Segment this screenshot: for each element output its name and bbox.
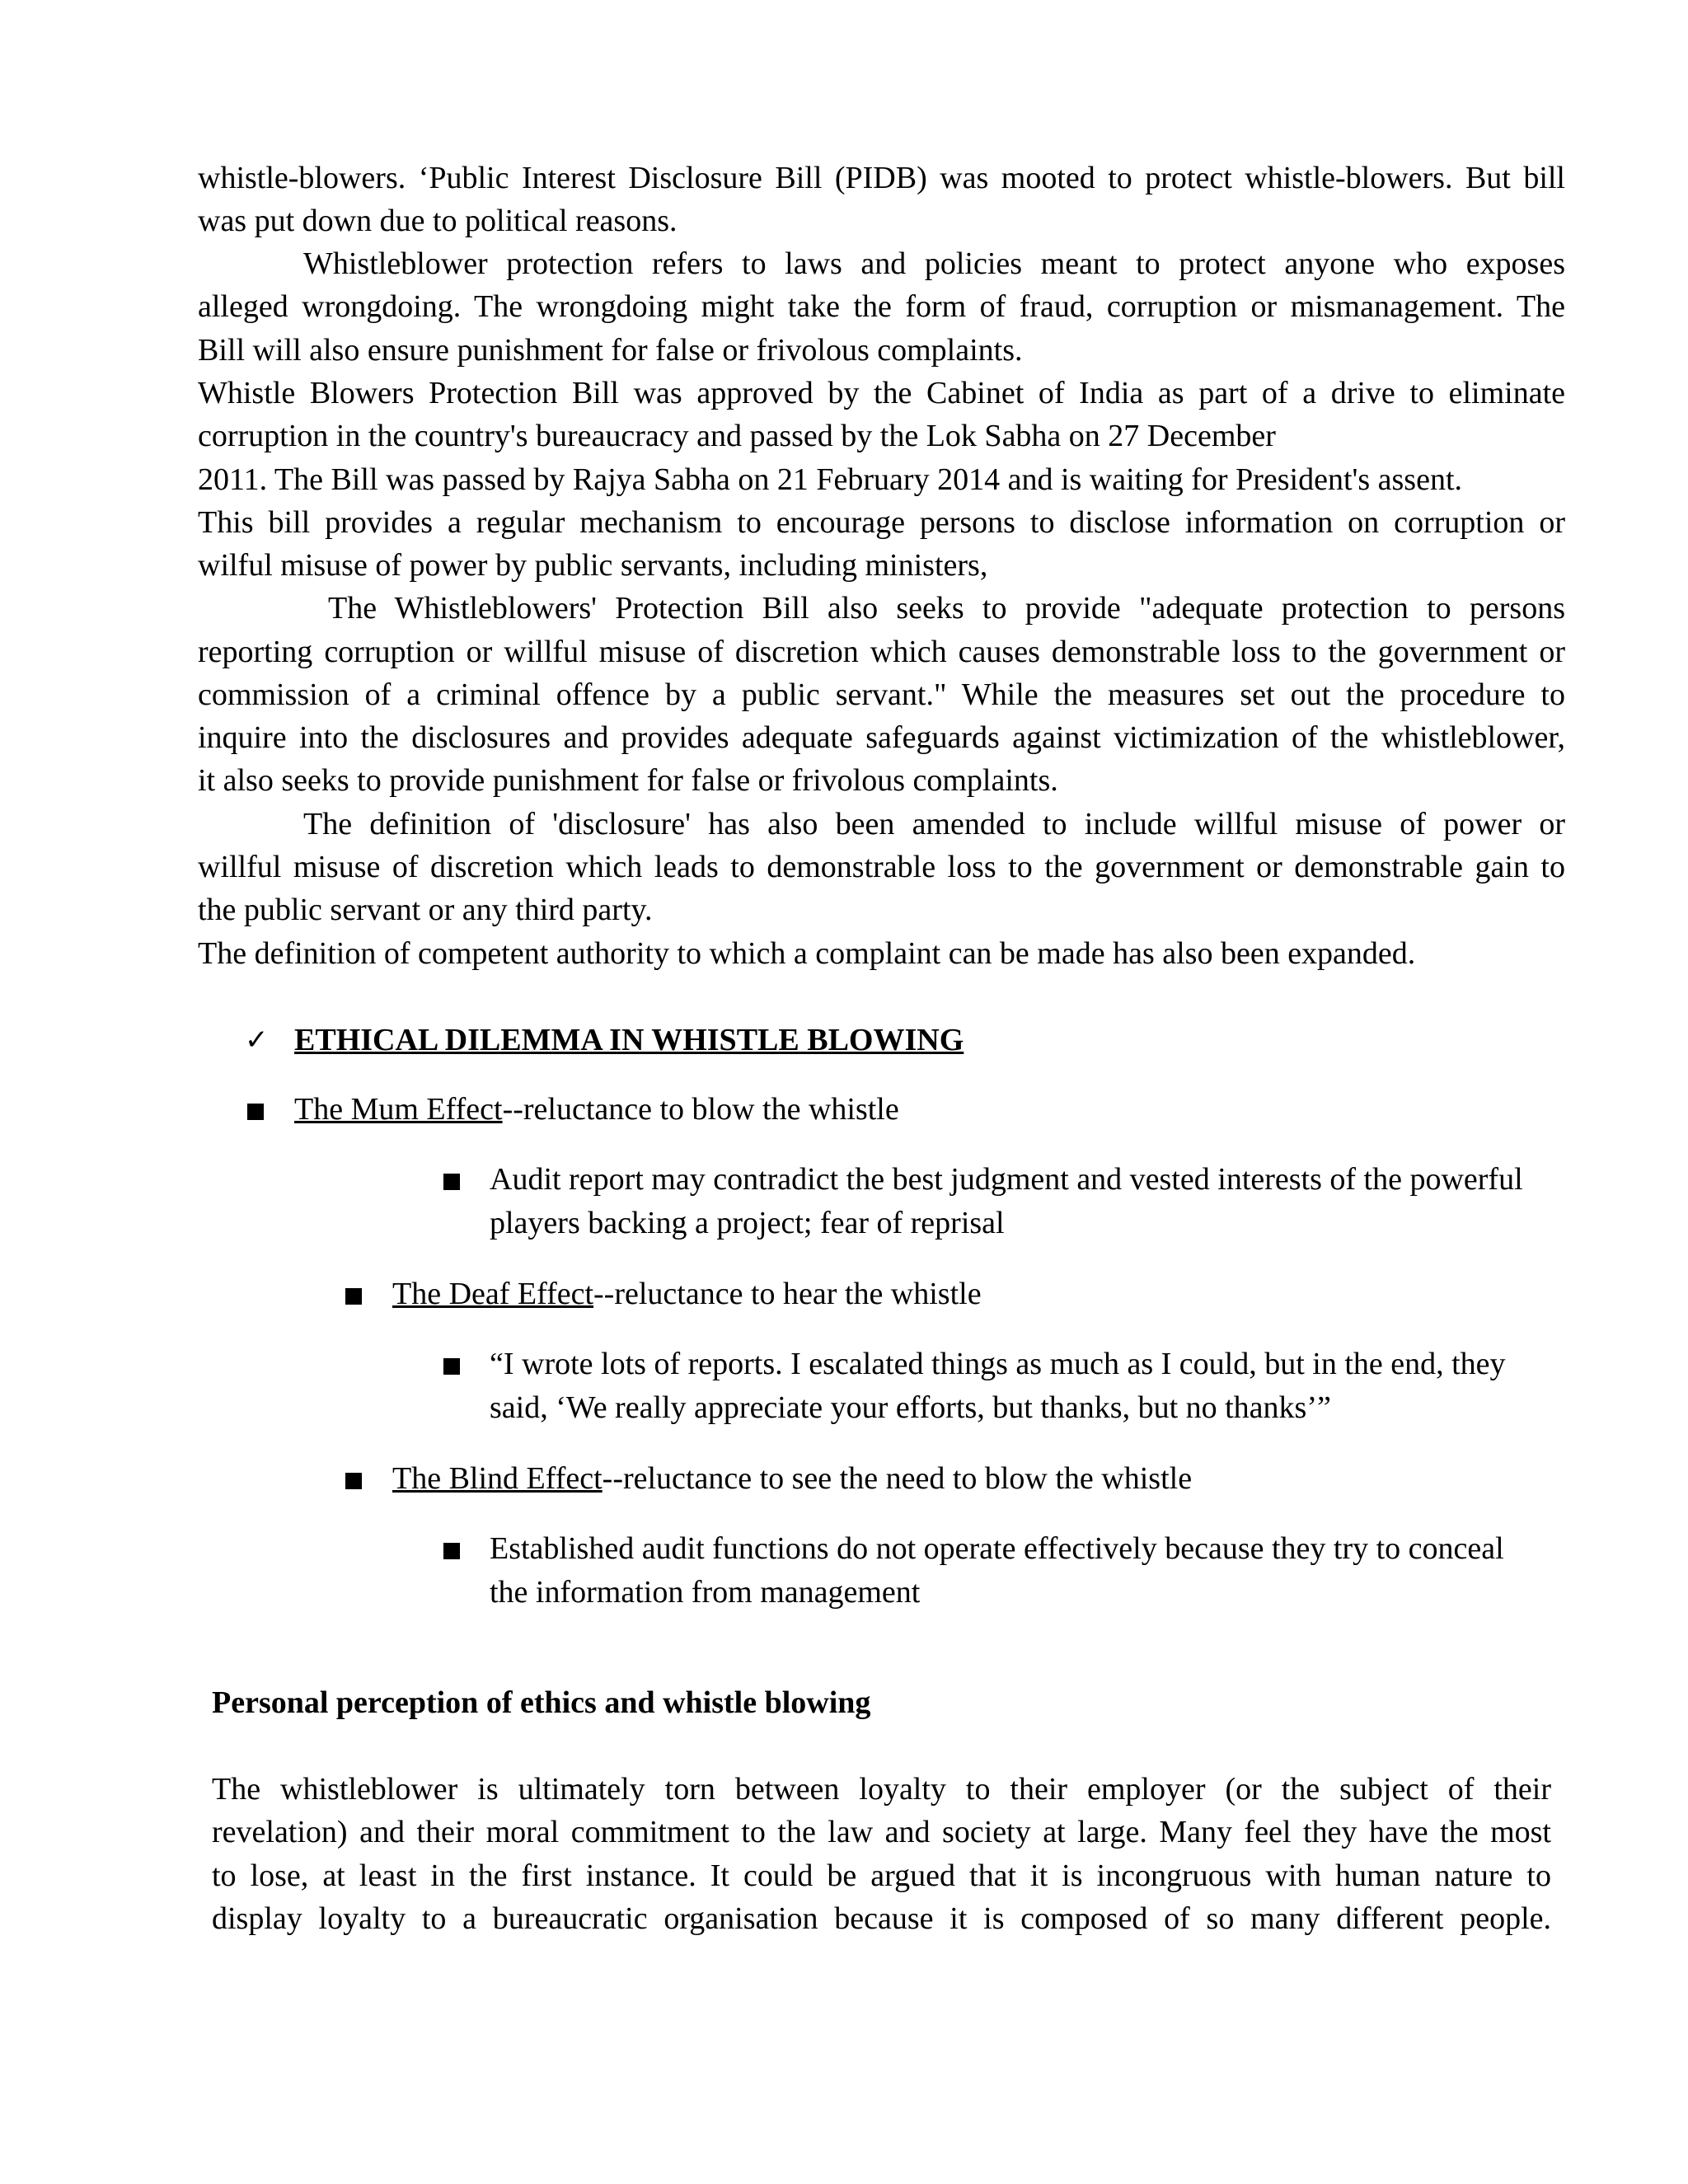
checkmark-icon: ✓: [245, 1024, 269, 1057]
square-bullet-icon: [345, 1288, 362, 1305]
deaf-effect-desc: --reluctance to hear the whistle: [593, 1277, 982, 1311]
square-bullet-icon: [247, 1104, 264, 1120]
paragraph-line: whistle-blowers. ‘Public Interest Disclosure Bill (PIDB) was mooted to protect whistle-blowers. But bill: [198, 161, 1565, 195]
paragraph-line: was put down due to political reasons.: [198, 204, 678, 238]
list-item-deaf-effect: [392, 1272, 982, 1315]
mum-effect-title: The Mum Effect: [294, 1092, 503, 1127]
list-item-mum-effect: [294, 1088, 899, 1131]
square-bullet-icon: [443, 1174, 460, 1190]
paragraph-line: display loyalty to a bureaucratic organisation because it is composed of so many different people.: [212, 1901, 1551, 1936]
paragraph-line: it also seeks to provide punishment for false or frivolous complaints.: [198, 763, 1058, 798]
paragraph-line: the public servant or any third party.: [198, 893, 653, 927]
paragraph-line: This bill provides a regular mechanism to encourage persons to disclose information on corruption or: [198, 505, 1565, 540]
sub-list-item-continued: said, ‘We really appreciate your efforts, but thanks, but no thanks’”: [490, 1390, 1331, 1425]
square-bullet-icon: [345, 1473, 362, 1489]
section-heading: ETHICAL DILEMMA IN WHISTLE BLOWING: [294, 1023, 964, 1057]
paragraph-line: corruption in the country's bureaucracy and passed by the Lok Sabha on 27 December: [198, 419, 1276, 453]
paragraph-line: inquire into the disclosures and provides adequate safeguards against victimization of the whistleblower,: [198, 720, 1565, 755]
sub-list-item: Audit report may contradict the best judgment and vested interests of the powerful: [490, 1162, 1523, 1197]
paragraph-line: Whistleblower protection refers to laws and policies meant to protect anyone who exposes: [303, 246, 1565, 281]
sub-list-item-continued: players backing a project; fear of reprisal: [490, 1206, 1005, 1240]
paragraph-line: The definition of competent authority to which a complaint can be made has also been expanded.: [198, 936, 1416, 971]
paragraph-line: wilful misuse of power by public servants, including ministers,: [198, 548, 988, 583]
sub-list-item-continued: the information from management: [490, 1575, 921, 1610]
paragraph-line: willful misuse of discretion which leads to demonstrable loss to the government or demonstrable gain to: [198, 850, 1565, 884]
subsection-heading: Personal perception of ethics and whistle blowing: [212, 1685, 871, 1720]
list-item-blind-effect: [392, 1457, 1192, 1500]
sub-list-item: “I wrote lots of reports. I escalated things as much as I could, but in the end, they: [490, 1347, 1506, 1381]
deaf-effect-title: The Deaf Effect: [392, 1277, 594, 1311]
paragraph-line: 2011. The Bill was passed by Rajya Sabha on 21 February 2014 and is waiting for President's assent.: [198, 462, 1463, 497]
paragraph-line: The definition of 'disclosure' has also been amended to include willful misuse of power or: [303, 807, 1565, 841]
paragraph-line: Bill will also ensure punishment for false or frivolous complaints.: [198, 333, 1023, 368]
paragraph-line: reporting corruption or willful misuse of discretion which causes demonstrable loss to the government or: [198, 635, 1565, 669]
paragraph-line: alleged wrongdoing. The wrongdoing might take the form of fraud, corruption or mismanagement. The: [198, 289, 1565, 324]
mum-effect-desc: --reluctance to blow the whistle: [502, 1092, 899, 1127]
paragraph-line: commission of a criminal offence by a public servant." While the measures set out the procedure to: [198, 677, 1565, 712]
sub-list-item: Established audit functions do not operate effectively because they try to conceal: [490, 1531, 1504, 1566]
square-bullet-icon: [443, 1358, 460, 1375]
blind-effect-desc: --reluctance to see the need to blow the whistle: [602, 1461, 1193, 1496]
paragraph-line: The whistleblower is ultimately torn between loyalty to their employer (or the subject of their: [212, 1772, 1551, 1807]
blind-effect-title: The Blind Effect: [392, 1461, 603, 1496]
square-bullet-icon: [443, 1543, 460, 1559]
paragraph-line: to lose, at least in the first instance. It could be argued that it is incongruous with human nature to: [212, 1858, 1551, 1893]
paragraph-line: The Whistleblowers' Protection Bill also seeks to provide "adequate protection to persons: [328, 591, 1565, 626]
paragraph-line: revelation) and their moral commitment to the law and society at large. Many feel they have the most: [212, 1815, 1551, 1849]
paragraph-line: Whistle Blowers Protection Bill was approved by the Cabinet of India as part of a drive to eliminate: [198, 376, 1565, 410]
